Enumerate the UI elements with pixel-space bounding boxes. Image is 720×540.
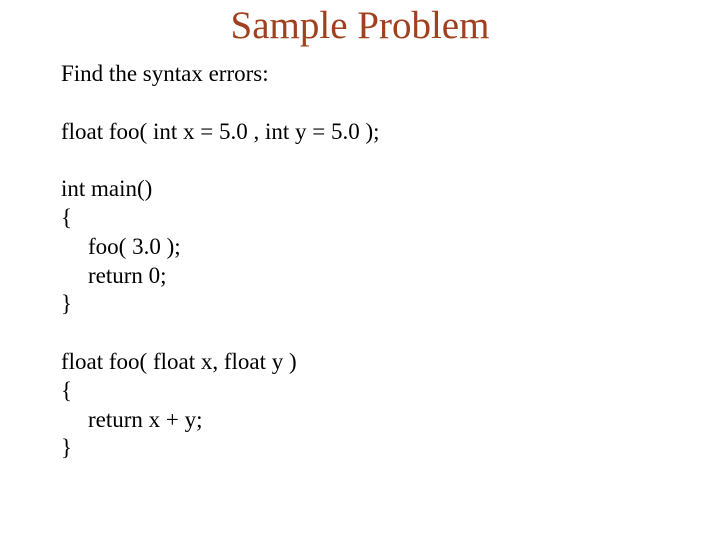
- problem-body: [61, 60, 380, 463]
- code-line-main-signature: int main(): [61, 176, 153, 202]
- code-line-close-brace: }: [61, 435, 73, 461]
- code-line-open-brace: {: [61, 377, 73, 403]
- blank-line: [61, 146, 380, 175]
- code-line-foo-call: foo( 3.0 );: [88, 233, 181, 259]
- code-line-return-sum: return x + y;: [88, 406, 203, 432]
- slide-title: Sample Problem: [230, 4, 490, 47]
- code-line-close-brace: }: [61, 291, 73, 317]
- code-line-return-zero: return 0;: [88, 262, 167, 288]
- blank-line: [61, 89, 380, 118]
- blank-line: [61, 319, 380, 348]
- code-line-prototype: float foo( int x = 5.0 , int y = 5.0 );: [61, 118, 380, 144]
- problem-prompt: Find the syntax errors:: [61, 61, 269, 86]
- code-line-foo-definition: float foo( float x, float y ): [61, 348, 297, 374]
- code-line-open-brace: {: [61, 204, 73, 230]
